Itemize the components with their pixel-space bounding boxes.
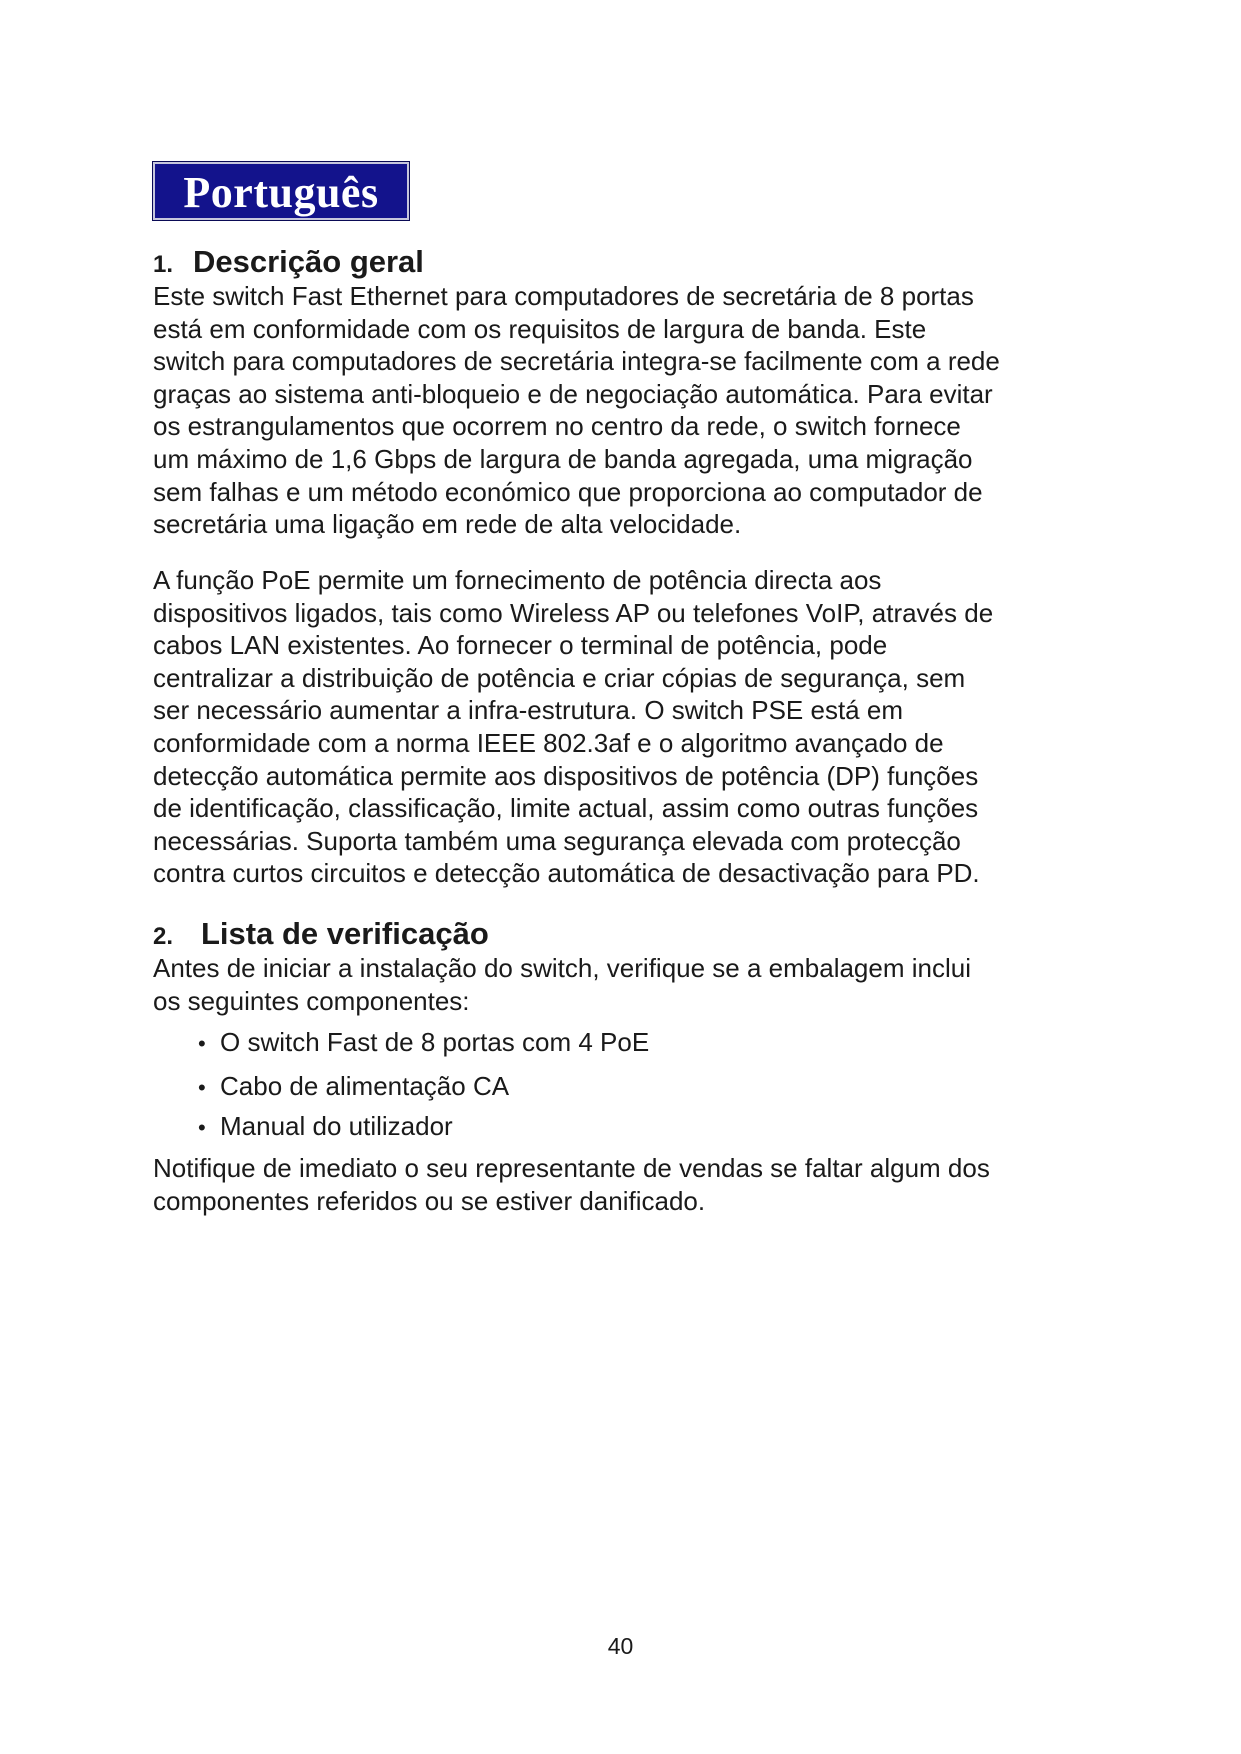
text-line: um máximo de 1,6 Gbps de largura de banda agregada, uma migração — [153, 443, 973, 474]
text-line: graças ao sistema anti-bloqueio e de negociação automática. Para evitar — [153, 378, 993, 409]
text-line: ser necessário aumentar a infra-estrutura. O switch PSE está em — [153, 695, 903, 726]
text-line: os estrangulamentos que ocorrem no centro da rede, o switch fornece — [153, 411, 961, 442]
section-1-heading — [153, 244, 424, 283]
list-item — [198, 1070, 509, 1104]
section-1-paragraph-1 — [153, 280, 1113, 541]
text-line: A função PoE permite um fornecimento de potência directa aos — [153, 565, 882, 595]
bullet-icon: • — [198, 1031, 206, 1056]
text-line: switch para computadores de secretária integra-se facilmente com a rede — [153, 346, 1000, 377]
text-line: Antes de iniciar a instalação do switch, verifique se a embalagem inclui — [153, 953, 971, 983]
section-2-number: 2. — [153, 923, 174, 950]
section-2-intro — [153, 952, 1113, 1017]
section-2-closing — [153, 1152, 1113, 1217]
page-number: 40 — [607, 1633, 634, 1659]
section-1-paragraph-2 — [153, 564, 1113, 890]
text-line: componentes referidos ou se estiver danificado. — [153, 1185, 706, 1216]
list-item-text: Manual do utilizador — [220, 1111, 453, 1141]
text-line: centralizar a distribuição de potência e criar cópias de segurança, sem — [153, 662, 966, 693]
text-line: Notifique de imediato o seu representante de vendas se faltar algum dos — [153, 1153, 990, 1183]
text-line: os seguintes componentes: — [153, 985, 470, 1016]
text-line: de identificação, classificação, limite actual, assim como outras funções — [153, 793, 979, 824]
list-item — [198, 1026, 649, 1060]
text-line: sem falhas e um método económico que proporciona ao computador de — [153, 476, 983, 507]
section-1-number: 1. — [153, 251, 174, 278]
bullet-icon: • — [198, 1075, 206, 1100]
section-2-title: Lista de verificação — [201, 916, 489, 951]
list-item-text: Cabo de alimentação CA — [220, 1071, 510, 1101]
bullet-icon: • — [198, 1115, 206, 1140]
text-line: dispositivos ligados, tais como Wireless AP ou telefones VoIP, através de — [153, 597, 994, 628]
text-line: cabos LAN existentes. Ao fornecer o terminal de potência, pode — [153, 630, 888, 661]
text-line: contra curtos circuitos e detecção automática de desactivação para PD. — [153, 858, 980, 889]
text-line: secretária uma ligação em rede de alta velocidade. — [153, 509, 742, 540]
section-1-title: Descrição geral — [193, 244, 424, 279]
text-line: Este switch Fast Ethernet para computadores de secretária de 8 portas — [153, 281, 974, 311]
list-item-text: O switch Fast de 8 portas com 4 PoE — [220, 1027, 650, 1057]
language-banner — [153, 162, 409, 220]
text-line: necessárias. Suporta também uma segurança elevada com protecção — [153, 825, 961, 856]
text-line: detecção automática permite aos dispositivos de potência (DP) funções — [153, 760, 979, 791]
text-line: está em conformidade com os requisitos de largura de banda. Este — [153, 313, 927, 344]
text-line: conformidade com a norma IEEE 802.3af e o algoritmo avançado de — [153, 727, 944, 758]
list-item — [198, 1110, 453, 1144]
section-2-heading — [153, 916, 489, 955]
language-banner-title: Português — [183, 168, 379, 217]
